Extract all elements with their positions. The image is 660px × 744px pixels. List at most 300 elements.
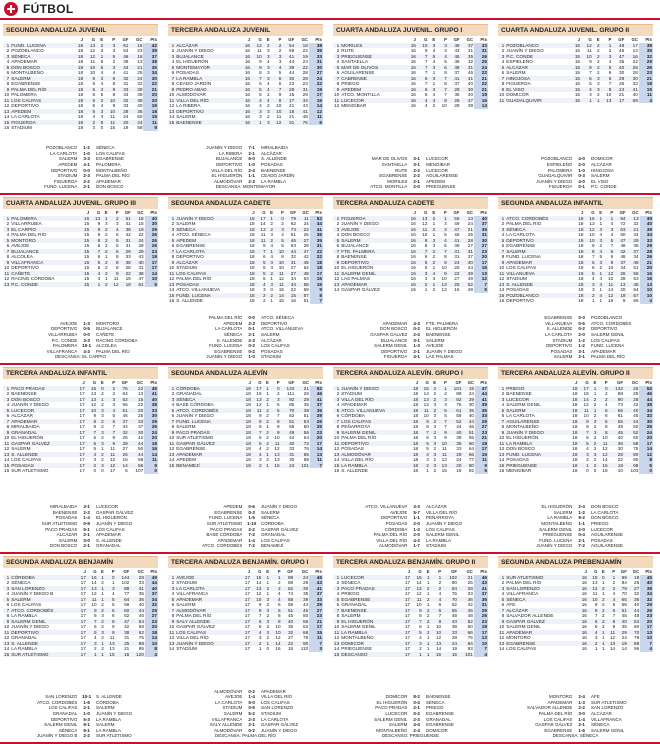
stat-cell: 14 — [256, 221, 267, 227]
points-cell: 29 — [640, 243, 653, 249]
stat-cell: 18 — [245, 298, 256, 304]
points-cell: 4 — [640, 298, 653, 304]
stat-cell: 4 — [431, 597, 443, 603]
stat-cell: 3 — [428, 43, 436, 49]
stat-cell: 22 — [448, 271, 461, 277]
stat-cell: 12 — [270, 635, 281, 641]
stat-cell: 4 — [267, 254, 274, 260]
stat-cell: 107 — [129, 468, 145, 474]
column-header: Pts — [480, 210, 487, 215]
points-cell: 10 — [640, 293, 653, 299]
stat-cell: 2 — [423, 597, 431, 603]
stat-cell: 16 — [405, 227, 417, 233]
points-cell: 7 — [309, 641, 323, 647]
stat-cell: 8 — [270, 619, 281, 625]
stat-cell: 10 — [436, 276, 448, 282]
stat-cell: 9 — [87, 608, 98, 614]
points-cell: 32 — [145, 602, 158, 608]
stat-cell: 26 — [448, 265, 461, 271]
stat-cell: 34 — [627, 254, 640, 260]
match-score: 5-0 — [248, 699, 255, 705]
position-cell: 12 — [334, 446, 340, 451]
match-score: 5-3 — [83, 716, 90, 722]
stat-cell: 17 — [74, 457, 85, 463]
position-cell: 9 — [333, 260, 340, 266]
team-name: POSADAS — [505, 457, 567, 463]
stat-cell: 3 — [251, 114, 263, 120]
stat-cell: 5 — [87, 630, 98, 636]
stat-cell: 9 — [105, 624, 116, 630]
stat-cell: 77 — [462, 457, 475, 463]
position-cell: 7 — [3, 419, 10, 425]
stat-cell: 2 — [411, 646, 423, 652]
position-cell: 6 — [333, 602, 340, 608]
match-score: 3-3 — [413, 504, 420, 510]
position-cell: 12 — [4, 103, 10, 108]
stat-cell: 66 — [609, 408, 624, 414]
match-score: 3-1 — [83, 504, 90, 510]
stat-cell: 8 — [417, 243, 429, 249]
position-cell: 14 — [499, 646, 505, 651]
stat-cell: 18 — [567, 452, 578, 458]
stat-cell: 18 — [245, 254, 256, 260]
stat-cell: 0 — [97, 468, 105, 474]
table-row — [168, 120, 323, 126]
stat-cell: 18 — [245, 265, 256, 271]
position-cell: 6 — [168, 70, 175, 76]
points-cell: 45 — [144, 386, 158, 392]
stat-cell: 10 — [270, 435, 281, 441]
stat-cell: 17 — [74, 452, 85, 458]
match-score: 1-3 — [413, 526, 420, 532]
stat-cell: 76 — [295, 446, 310, 452]
home-team: CÓRDOBA — [384, 526, 408, 532]
team-name: GASPAR GÁLVEZ — [10, 441, 74, 447]
points-cell: 21 — [309, 619, 323, 625]
home-team: FUND. LUCENA — [539, 537, 573, 543]
match-score: 1-2 — [578, 509, 585, 515]
stat-cell: 35 — [130, 591, 145, 597]
stat-cell: 2 — [598, 619, 605, 625]
stat-cell: 8 — [105, 619, 116, 625]
home-team: EL HIGUERÓN — [541, 504, 573, 510]
section-title: FÚTBOL — [23, 2, 74, 16]
position-cell: 8 — [333, 424, 340, 430]
points-cell: 26 — [145, 243, 158, 249]
away-team: SALERM — [95, 705, 115, 711]
stat-cell: 6 — [411, 624, 423, 630]
stat-cell: 16 — [405, 282, 417, 288]
points-cell: 17 — [145, 260, 158, 266]
stat-cell: 2 — [417, 282, 429, 288]
position-cell: 9 — [498, 619, 505, 625]
stat-cell: 28 — [116, 441, 129, 447]
position-cell: 7 — [333, 608, 340, 614]
team-name: SALERM — [505, 249, 573, 255]
stat-cell: 4 — [581, 87, 593, 93]
away-team: CÓRDOBA — [95, 699, 119, 705]
stat-cell: 62 — [281, 413, 296, 419]
stat-cell: 75 — [458, 635, 474, 641]
team-name: AVEJOE — [175, 575, 239, 581]
stat-cell: 18 — [295, 43, 309, 49]
home-team: SALVADOR ALLENDE — [527, 705, 573, 711]
stat-cell: 16 — [79, 216, 90, 222]
stat-cell: 11 — [87, 597, 98, 603]
position-cell: 13 — [169, 451, 175, 457]
stat-cell: 11 — [417, 227, 429, 233]
points-cell: 7 — [474, 646, 488, 652]
points-cell: 35 — [474, 597, 488, 603]
team-name: POZOBLANCO — [505, 293, 573, 299]
away-team: DEPORTIVO — [260, 320, 288, 326]
stat-cell: 18 — [408, 435, 419, 441]
points-cell: 29 — [639, 59, 653, 65]
match-score: 2-4 — [578, 694, 585, 700]
stat-cell: 29 — [448, 452, 463, 458]
stat-cell: 5 — [584, 271, 595, 277]
home-team: BUJALANCE — [380, 337, 408, 343]
stat-cell: 28 — [448, 103, 461, 109]
stat-cell: 11 — [419, 408, 430, 414]
results-list — [3, 321, 158, 360]
home-team: PACO PRADAS — [210, 526, 243, 532]
team-name: APADEMAR — [175, 452, 241, 458]
position-cell: 15 — [169, 292, 175, 298]
away-team: JUANÍN Y DIEGO — [95, 711, 133, 717]
home-team: DEPORTIVO — [380, 348, 408, 354]
stat-cell: 8 — [436, 81, 448, 87]
stat-cell: 31 — [116, 81, 129, 87]
team-name: SUR ATLETISMO — [505, 575, 577, 581]
league-panel — [330, 365, 491, 552]
stat-cell: 18 — [609, 463, 624, 469]
match-score: 0-0 — [83, 332, 90, 338]
stat-cell: 7 — [603, 243, 614, 249]
stat-cell: 8 — [597, 430, 608, 436]
match-score: 2-3 — [248, 178, 255, 184]
stat-cell: 102 — [116, 580, 131, 586]
stat-cell: 16 — [405, 276, 417, 282]
home-team: POZOBLANCO — [541, 156, 573, 162]
points-cell: 19 — [474, 92, 488, 98]
stat-cell: 31 — [461, 48, 475, 54]
position-cell: 7 — [498, 608, 505, 614]
points-cell: 22 — [474, 81, 488, 87]
team-name: APEDEM — [175, 457, 241, 463]
points-cell: 9 — [310, 287, 323, 293]
stat-cell: 21 — [458, 575, 474, 581]
stat-cell: 8 — [431, 619, 443, 625]
team-name: SUR ATLETISMO — [10, 652, 76, 658]
column-header: P — [278, 37, 282, 42]
stat-cell: 9 — [578, 419, 589, 425]
stat-cell: 79 — [285, 216, 297, 222]
stat-cell: 52 — [116, 613, 131, 619]
team-name: APEDEM — [340, 87, 405, 93]
stat-cell: 1 — [262, 641, 270, 647]
team-name: CÓRDOBA — [10, 575, 76, 581]
stat-cell: 18 — [245, 282, 256, 288]
stat-cell: 17 — [240, 597, 251, 603]
stat-cell: 1 — [590, 386, 598, 392]
stat-cell: 18 — [567, 463, 578, 469]
stat-cell: 1 — [593, 98, 601, 104]
stat-cell: 9 — [90, 227, 101, 233]
points-cell: 36 — [309, 48, 323, 54]
stat-cell: 58 — [297, 282, 310, 288]
stat-cell: 3 — [262, 619, 270, 625]
stat-cell: 18 — [408, 441, 419, 447]
stat-cell: 33 — [116, 103, 129, 109]
stat-cell: 17 — [240, 613, 251, 619]
team-name: MONTORO — [505, 635, 577, 641]
points-cell: 4 — [474, 652, 488, 658]
away-team: LOS CALIFAS — [260, 699, 290, 705]
stat-cell: 46 — [116, 413, 129, 419]
stat-cell: 2 — [263, 435, 270, 441]
stat-cell: 1 — [251, 120, 263, 126]
league-title: CUARTA ANDALUZA JUVENIL. GRUPO I — [333, 24, 488, 36]
stat-cell: 11 — [437, 452, 448, 458]
stat-cell: 14 — [116, 463, 129, 469]
stat-cell: 17 — [76, 624, 87, 630]
stat-cell: 2 — [430, 397, 437, 403]
stat-cell: 10 — [581, 54, 593, 60]
stat-cell: 3 — [97, 441, 105, 447]
team-name: RUTE — [340, 48, 405, 54]
home-team: SALERM — [388, 722, 408, 728]
stat-cell: 53 — [295, 419, 310, 425]
position-cell: 14 — [4, 457, 10, 462]
match-score: 8-2 — [413, 694, 420, 700]
points-cell: 33 — [309, 597, 323, 603]
team-name: JUANÍN Y DIEGO — [175, 216, 245, 222]
match-score: 2-2 — [248, 526, 255, 532]
stat-cell: 16 — [405, 254, 417, 260]
position-cell: 9 — [333, 87, 340, 93]
column-header: G — [588, 37, 592, 42]
points-cell: 9 — [475, 463, 488, 469]
points-cell: 7 — [310, 463, 323, 469]
stat-cell: 38 — [132, 271, 145, 277]
position-cell: 11 — [499, 270, 505, 276]
stat-cell: 2 — [263, 419, 270, 425]
position-cell: 9 — [3, 619, 10, 625]
column-header: Pts — [480, 37, 487, 42]
stat-cell: 74 — [282, 591, 295, 597]
stat-cell: 11 — [437, 446, 448, 452]
stat-cell: 18 — [245, 238, 256, 244]
stat-cell: 3 — [267, 265, 274, 271]
position-cell: 11 — [334, 629, 340, 635]
stat-cell: 5 — [436, 243, 448, 249]
stat-cell: 18 — [573, 282, 584, 288]
away-team: AFE — [590, 694, 600, 700]
stat-cell: 18 — [72, 103, 84, 109]
stat-cell: 2 — [263, 92, 271, 98]
stat-cell: 15 — [79, 232, 90, 238]
stat-cell: 3 — [417, 271, 429, 277]
stat-cell: 18 — [597, 468, 608, 474]
stat-cell: 18 — [241, 452, 252, 458]
away-team: LA CARLOTA — [260, 716, 289, 722]
stat-cell: 37 — [460, 254, 474, 260]
position-cell: 12 — [334, 635, 340, 640]
position-cell: 8 — [168, 81, 175, 87]
stat-cell: 65 — [616, 597, 628, 603]
stat-cell: 15 — [588, 575, 599, 581]
points-cell: 39 — [143, 48, 158, 54]
stat-cell: 5 — [96, 65, 104, 71]
points-cell: 20 — [474, 254, 488, 260]
position-cell: 12 — [499, 446, 505, 451]
away-team: LUCECOR — [425, 156, 448, 162]
stat-cell: 8 — [588, 608, 599, 614]
stat-cell: 40 — [132, 260, 145, 266]
stat-cell: 63 — [297, 276, 310, 282]
team-name: VILLA DEL RÍO — [340, 457, 408, 463]
position-cell: 14 — [334, 457, 340, 462]
column-header: P — [276, 380, 280, 385]
points-cell: 20 — [144, 435, 158, 441]
points-cell: 44 — [475, 391, 488, 397]
position-cell: 8 — [3, 613, 10, 619]
stat-cell: 2 — [109, 216, 120, 222]
stat-cell: 5 — [419, 446, 430, 452]
stat-cell: 46 — [461, 70, 475, 76]
stat-cell: 68 — [624, 441, 639, 447]
stat-cell: 70 — [281, 408, 296, 414]
stat-cell: 2 — [97, 457, 105, 463]
column-header: GC — [301, 569, 309, 574]
stat-cell: 7 — [417, 81, 429, 87]
stat-cell: 2 — [597, 391, 608, 397]
home-team: LUCECOR — [385, 711, 408, 717]
stat-cell: 40 — [281, 441, 296, 447]
stat-cell: 17 — [74, 435, 85, 441]
stat-cell: 18 — [408, 408, 419, 414]
stat-cell: 7 — [581, 70, 593, 76]
team-name: SALERM — [175, 424, 241, 430]
stat-cell: 2 — [86, 463, 97, 469]
away-team: SUR ATLETISMO — [95, 733, 132, 739]
team-name: LA CARLOTA — [175, 586, 239, 592]
match-score: 4-3 — [83, 348, 90, 354]
stat-cell: 2 — [101, 260, 108, 266]
away-team: BAENENSE — [425, 694, 451, 700]
team-name: PRIEGUENSE — [505, 463, 567, 469]
stat-cell: 53 — [628, 619, 640, 625]
team-name: DEPORTIVO — [10, 630, 76, 636]
stat-cell: 34 — [116, 424, 129, 430]
stat-cell: 17 — [399, 630, 411, 636]
position-cell: 4 — [3, 402, 10, 408]
team-name: STADIUM — [175, 580, 239, 586]
home-team: GASPAR GÁLVEZ — [370, 332, 408, 338]
league-title: TERCERA ANDALUZA ALEVÍN. GRUPO I — [333, 367, 488, 379]
stat-cell: 31 — [130, 586, 145, 592]
stat-cell: 3 — [430, 463, 437, 469]
points-cell: 41 — [144, 391, 158, 397]
position-cell: 15 — [4, 119, 10, 125]
stat-cell: 11 — [588, 591, 599, 597]
away-team: SALERM — [260, 509, 280, 515]
stat-cell: 3 — [263, 65, 271, 71]
stat-cell: 15 — [282, 646, 295, 652]
points-cell: 11 — [475, 457, 488, 463]
points-cell: 8 — [639, 457, 653, 463]
stat-cell: 51 — [462, 430, 475, 436]
points-cell: 15 — [143, 114, 158, 120]
stat-cell: 42 — [297, 254, 310, 260]
stat-cell: 18 — [567, 397, 578, 403]
points-cell: 20 — [310, 435, 323, 441]
stat-cell: 15 — [569, 76, 581, 82]
stat-cell: 2 — [263, 446, 270, 452]
position-cell: 1 — [333, 43, 340, 49]
stat-cell: 47 — [132, 276, 145, 282]
points-cell: 39 — [640, 227, 653, 233]
stat-cell: 27 — [297, 238, 310, 244]
stat-cell: 51 — [281, 419, 296, 425]
home-team: LA CARLOTA — [544, 332, 573, 338]
stat-cell: 1 — [423, 641, 431, 647]
team-name: ATCO. MONTILLA — [340, 92, 405, 98]
stat-cell: 38 — [448, 59, 461, 65]
stat-cell: 18 — [72, 87, 84, 93]
stat-cell: 99 — [616, 575, 628, 581]
stat-cell: 4 — [263, 81, 271, 87]
points-cell: 34 — [143, 70, 158, 76]
stat-cell: 50 — [129, 446, 145, 452]
stat-cell: 10 — [597, 435, 608, 441]
stat-cell: 12 — [588, 586, 599, 592]
stat-cell: 9 — [271, 92, 283, 98]
position-cell: 5 — [168, 408, 175, 414]
stat-cell: 10 — [87, 602, 98, 608]
position-cell: 9 — [168, 619, 175, 625]
table-row — [3, 125, 158, 131]
stat-cell: 27 — [282, 635, 295, 641]
stat-cell: 4 — [105, 408, 116, 414]
stat-cell: 12 — [411, 591, 423, 597]
stat-cell: 16 — [405, 48, 417, 54]
position-cell: 3 — [168, 54, 175, 60]
stat-cell: 6 — [601, 70, 613, 76]
stat-cell: 13 — [436, 287, 448, 293]
stat-cell: 39 — [116, 59, 129, 65]
away-team: GASPAR GÁLVEZ — [260, 526, 299, 532]
points-cell: 37 — [145, 591, 158, 597]
stat-cell: 18 — [573, 260, 584, 266]
column-header: G — [424, 37, 428, 42]
position-cell: 6 — [498, 413, 505, 419]
stat-cell: 12 — [581, 43, 593, 49]
stat-cell: 35 — [616, 624, 628, 630]
away-team: AGUILARENSE — [425, 173, 458, 179]
match-score: 2-1 — [413, 178, 420, 184]
stat-cell: 70 — [628, 630, 640, 636]
column-header: E — [433, 380, 437, 385]
team-name: ATCO. CORDOBÉS — [175, 408, 241, 414]
stat-cell: 101 — [448, 386, 463, 392]
points-cell: 22 — [309, 81, 323, 87]
column-header: Pts — [480, 569, 487, 574]
position-cell: 4 — [3, 59, 10, 65]
stat-cell: 11 — [270, 441, 281, 447]
team-name: DON BOSCO — [340, 232, 405, 238]
